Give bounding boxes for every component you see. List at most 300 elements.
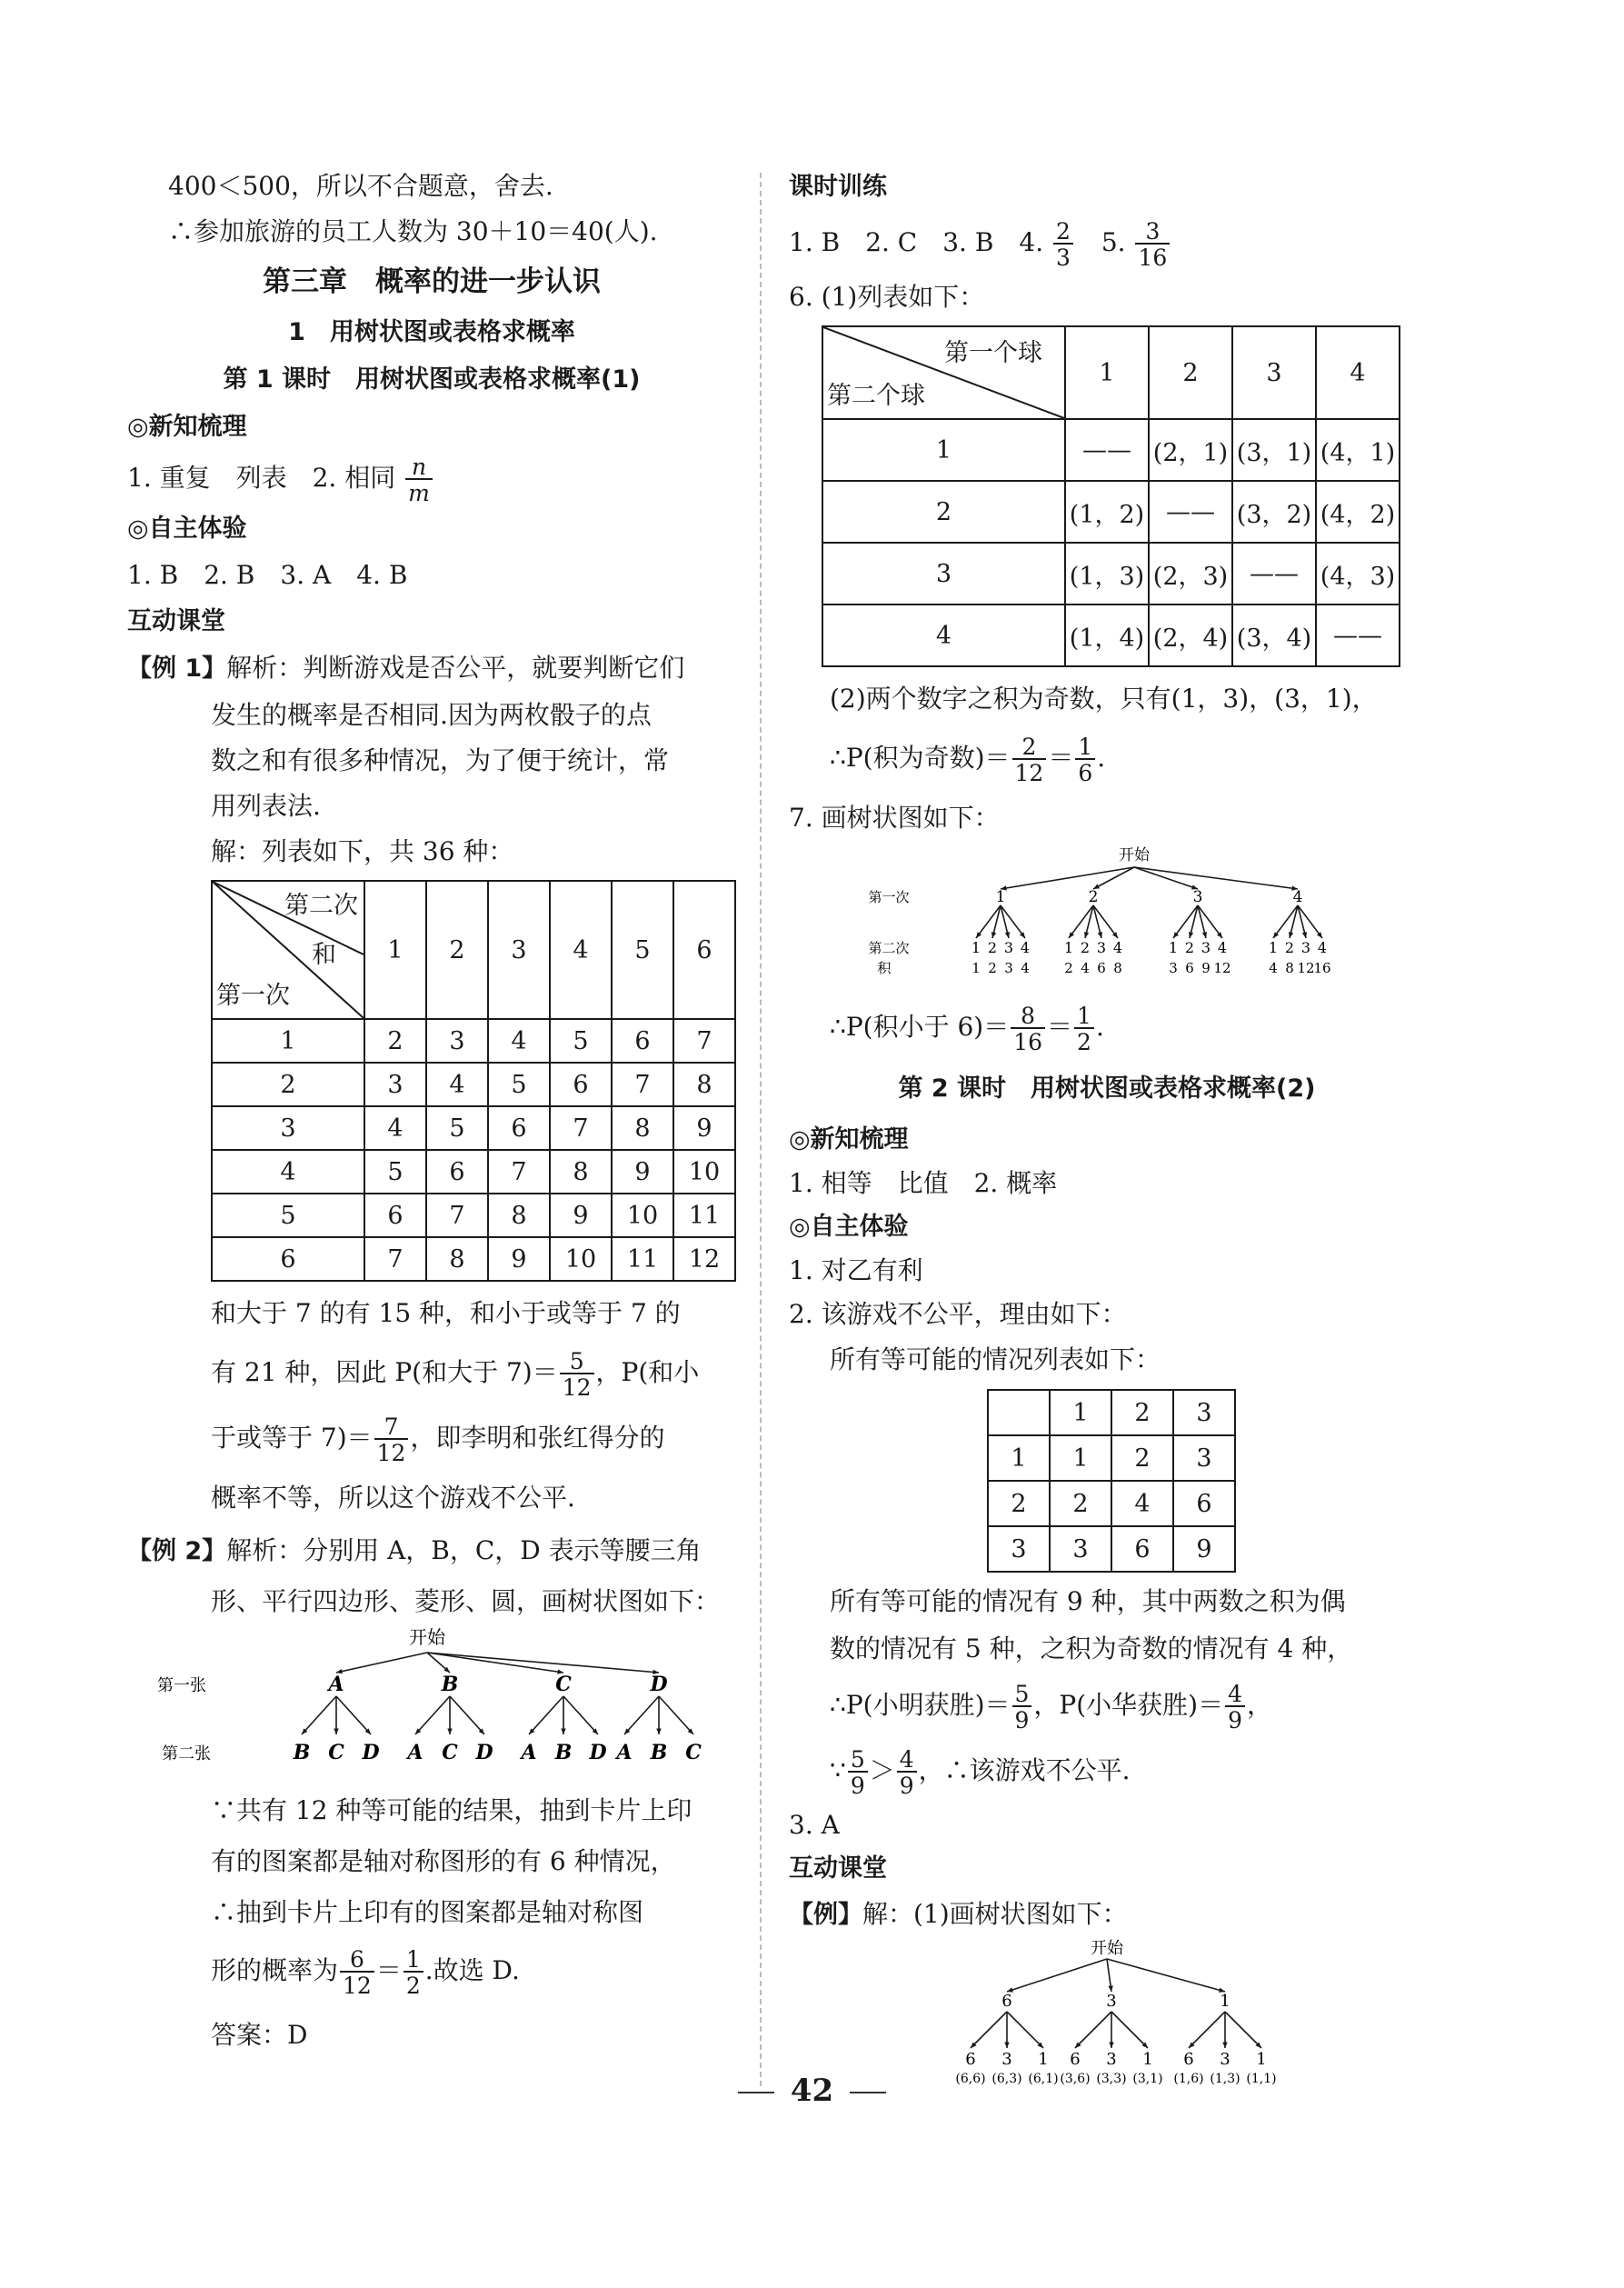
page-number-value: 42	[790, 2073, 834, 2109]
table-row	[212, 1063, 735, 1106]
cell: 2	[1111, 1435, 1173, 1481]
table-row	[212, 1150, 735, 1194]
tree-node: 2	[1088, 888, 1099, 906]
heading-zizhu: ◎自主体验	[127, 515, 247, 543]
denominator: 9	[1012, 1705, 1032, 1732]
numerator: 5	[569, 1347, 584, 1374]
numerator: 3	[1145, 217, 1161, 245]
cell: 6	[1173, 1481, 1235, 1526]
pair-value: (3,3)	[1096, 2072, 1127, 2086]
fraction	[404, 1945, 423, 1999]
product-value: 12	[1213, 960, 1231, 976]
tree-diagram-products	[789, 845, 1425, 991]
cell: 10	[673, 1150, 735, 1194]
cell: 7	[550, 1106, 612, 1150]
fraction	[340, 1945, 374, 1999]
numerator: 4	[1228, 1680, 1243, 1707]
tree-branch	[1075, 2012, 1111, 2048]
header-label: 和	[312, 941, 336, 969]
text: 解析：分别用 A，B，C，D 表示等腰三角	[226, 1535, 702, 1565]
tree-branch	[529, 1696, 563, 1734]
text-line	[789, 994, 1425, 1060]
header-label: 第一个球	[944, 339, 1042, 367]
cell: (1，4)	[1065, 604, 1149, 666]
tree-branch	[659, 1696, 693, 1734]
tree-node: 1	[1256, 2050, 1267, 2069]
fraction	[848, 1745, 868, 1799]
tree-node: 1	[1168, 939, 1179, 956]
denominator: 12	[374, 1438, 409, 1464]
row-header: 1	[212, 1019, 364, 1063]
tree-branch	[624, 1696, 659, 1734]
cell: 8	[550, 1150, 612, 1194]
cell: (1，2)	[1065, 481, 1149, 543]
text-line: 数之和有很多种情况，为了便于统计，常	[211, 745, 670, 775]
tree-node: 2	[1080, 939, 1091, 956]
tree-node: B	[650, 1741, 668, 1764]
fraction	[374, 1415, 409, 1464]
text-line	[789, 1891, 1425, 1939]
tree-root-label: 开始	[1091, 1939, 1123, 1958]
text: ＝	[1048, 743, 1074, 773]
tree-root-label: 开始	[1119, 846, 1150, 864]
text-line	[127, 1405, 736, 1471]
cell: 3	[364, 1063, 426, 1106]
tree-node: 4	[1217, 939, 1228, 956]
text: .	[1097, 743, 1106, 773]
pair-value: (1,3)	[1210, 2072, 1240, 2086]
text-line: 和大于 7 的有 15 种，和小于或等于 7 的	[211, 1298, 681, 1328]
cell: 6	[426, 1150, 488, 1194]
arrow-head	[447, 1729, 452, 1734]
level-label: 第二张	[162, 1744, 211, 1763]
row-header: 3	[212, 1106, 364, 1150]
text-line: 3. A	[789, 1810, 840, 1840]
numerator: 2	[1021, 733, 1037, 760]
cell: (4，2)	[1316, 481, 1400, 543]
text: ，即李明和张红得分的	[410, 1423, 665, 1453]
fraction	[560, 1347, 594, 1401]
cell: 6	[550, 1063, 612, 1106]
cell: 8	[426, 1237, 488, 1281]
text-line: 7. 画树状图如下：	[789, 803, 1000, 833]
cell: 11	[612, 1237, 673, 1281]
text-line: ∴参加旅游的员工人数为 30＋10＝40(人).	[168, 216, 658, 246]
product-value: 3	[1004, 960, 1013, 976]
text-line: ∵共有 12 种等可能的结果，抽到卡片上印	[211, 1795, 692, 1825]
text-line: 2. 该游戏不公平，理由如下：	[789, 1299, 1127, 1329]
text-line: 1. 相等 比值 2. 概率	[789, 1168, 1058, 1198]
lesson-title: 第 1 课时 用树状图或表格求概率(1)	[223, 365, 641, 394]
lesson-title: 第 2 课时 用树状图或表格求概率(2)	[898, 1074, 1316, 1103]
pair-value: (1,6)	[1173, 2072, 1204, 2086]
cell: 6	[364, 1194, 426, 1237]
text-line	[127, 1525, 736, 1576]
numerator: 1	[405, 1945, 421, 1973]
denominator: 2	[1074, 1027, 1094, 1054]
cell: ——	[1149, 481, 1232, 543]
text: ，	[1247, 1690, 1273, 1720]
cell: 9	[550, 1194, 612, 1237]
tree-branch	[1134, 867, 1198, 889]
cell: 5	[488, 1063, 550, 1106]
text: .	[1095, 1012, 1104, 1042]
text: 解：(1)画树状图如下：	[862, 1899, 1128, 1929]
text-line	[789, 1673, 1425, 1738]
product-value: 16	[1313, 960, 1331, 976]
level-label: 第二次	[868, 940, 910, 956]
answers: 1. 重复 列表 2. 相同	[127, 463, 396, 493]
cell: 3	[426, 1019, 488, 1063]
example-label: 【例 2】	[127, 1537, 227, 1565]
column-header: 3	[488, 881, 550, 1019]
tree-node: 3	[1003, 939, 1014, 956]
tree-branch	[971, 2012, 1007, 2048]
text: ∴P(积为奇数)＝	[830, 743, 1011, 773]
tree-branch	[1107, 1959, 1225, 1992]
column-header: 2	[1149, 326, 1232, 419]
text-line	[127, 1340, 736, 1405]
table-diagonal-header	[212, 881, 364, 1019]
cell: 11	[673, 1194, 735, 1237]
dash-decoration	[850, 2092, 886, 2093]
left-column	[127, 164, 736, 2067]
tree-branch	[450, 1696, 484, 1734]
arrow-head	[561, 1729, 565, 1734]
heading-zizhu: ◎自主体验	[789, 1213, 909, 1241]
tree-node: 3	[1220, 2050, 1230, 2069]
tree-node: 1	[1142, 2050, 1153, 2069]
table-row	[822, 419, 1400, 481]
denominator: 6	[1075, 758, 1095, 784]
column-header: 3	[1232, 326, 1316, 419]
row-header: 2	[988, 1481, 1050, 1526]
text-line: 发生的概率是否相同.因为两枚骰子的点	[211, 700, 652, 730]
tree-node: 3	[1106, 2050, 1117, 2069]
row-header: 6	[212, 1237, 364, 1281]
tree-branch	[336, 1696, 371, 1734]
tree-node: 3	[1106, 1992, 1117, 2011]
level-label: 积	[877, 960, 892, 976]
tree-node: C	[555, 1673, 572, 1696]
numerator: 1	[1077, 1002, 1091, 1029]
tree-node: 6	[965, 2050, 976, 2069]
cell: (4，1)	[1316, 419, 1400, 481]
column-header: 1	[364, 881, 426, 1019]
cell: 8	[488, 1194, 550, 1237]
tree-branch	[1111, 2012, 1148, 2048]
tree-branch	[415, 1696, 450, 1734]
cell: 7	[488, 1150, 550, 1194]
column-header: 1	[1065, 326, 1149, 419]
cell: ——	[1232, 543, 1316, 604]
example-label: 【例】	[789, 1901, 862, 1929]
fraction	[1074, 1004, 1094, 1054]
answer-label: 5.	[1101, 227, 1126, 257]
tree-branch	[1007, 1959, 1107, 1992]
ball-table	[822, 325, 1400, 667]
product-value: 4	[1269, 960, 1278, 976]
table-row	[212, 1019, 735, 1063]
arrow-head	[656, 1729, 661, 1734]
denominator: 12	[1012, 758, 1047, 784]
text: ，P(小华获胜)＝	[1033, 1690, 1224, 1720]
product-value: 12	[1297, 960, 1315, 976]
numerator: 2	[1056, 217, 1071, 245]
level-label: 第一次	[868, 889, 910, 905]
table-row	[988, 1481, 1235, 1526]
heading-xinzhi: ◎新知梳理	[789, 1125, 909, 1154]
column-header: 2	[1111, 1390, 1173, 1435]
denominator: 2	[404, 1971, 423, 1997]
numerator: 6	[349, 1945, 364, 1973]
tree-root-label: 开始	[409, 1627, 445, 1648]
arrow-head	[1109, 2043, 1113, 2048]
cell: (2，1)	[1149, 419, 1232, 481]
text-line: 解：列表如下，共 36 种：	[211, 836, 514, 866]
arrow-head	[1222, 2043, 1227, 2048]
section-title: 1 用树状图或表格求概率	[288, 318, 575, 346]
cell: 5	[426, 1106, 488, 1150]
tree-node: D	[589, 1741, 607, 1764]
cell: 7	[364, 1237, 426, 1281]
row-header: 2	[822, 481, 1065, 543]
pair-value: (3,6)	[1060, 2072, 1091, 2086]
tree-node: 1	[1063, 939, 1074, 956]
table-row	[212, 1106, 735, 1150]
text-line	[789, 725, 1425, 791]
text-line	[127, 451, 736, 505]
denominator: m	[405, 478, 433, 505]
fraction	[1053, 217, 1073, 271]
denominator: 9	[1225, 1705, 1245, 1732]
denominator: 9	[897, 1771, 917, 1797]
tree-node: B	[554, 1741, 573, 1764]
tree-diagram-cards	[127, 1627, 736, 1782]
text-line: (2)两个数字之积为奇数，只有(1，3)，(3，1)，	[830, 684, 1378, 714]
header-label: 第二个球	[827, 382, 925, 410]
column-header: 4	[1316, 326, 1400, 419]
tree-node: 6	[1070, 2050, 1081, 2069]
cell: 4	[488, 1019, 550, 1063]
numerator: 1	[1078, 733, 1093, 760]
column-divider	[760, 173, 762, 2086]
tree-node: 1	[995, 888, 1006, 906]
cell: (3，4)	[1232, 604, 1316, 666]
row-header: 3	[988, 1526, 1050, 1572]
column-header: 2	[426, 881, 488, 1019]
header-label: 第一次	[216, 982, 290, 1010]
cell: 7	[426, 1194, 488, 1237]
right-column	[789, 164, 1425, 2097]
tree-branch	[1134, 867, 1298, 889]
text-line	[127, 645, 736, 693]
table-row	[988, 1435, 1235, 1481]
text-line	[789, 211, 1425, 275]
header-label: 第二次	[284, 892, 358, 920]
corner-cell	[988, 1390, 1050, 1435]
cell: 2	[364, 1019, 426, 1063]
text-line: 6. (1)列表如下：	[789, 282, 985, 312]
denominator: 9	[848, 1771, 868, 1797]
column-header: 5	[612, 881, 673, 1019]
column-header: 4	[550, 881, 612, 1019]
text-line: 400＜500，所以不合题意，舍去.	[168, 171, 553, 201]
tree-node: A	[616, 1741, 633, 1764]
fraction	[1011, 1004, 1045, 1054]
denominator: 3	[1053, 243, 1073, 269]
tree-node: 3	[1096, 939, 1107, 956]
tree-node: D	[475, 1741, 493, 1764]
arrow-head	[1004, 2043, 1009, 2048]
tree-branch	[1007, 2012, 1043, 2048]
tree-node: 3	[1300, 939, 1311, 956]
cell: 8	[612, 1106, 673, 1150]
cell: 7	[612, 1063, 673, 1106]
chapter-title: 第三章 概率的进一步认识	[263, 265, 601, 298]
column-header: 6	[673, 881, 735, 1019]
row-header: 4	[212, 1150, 364, 1194]
row-header: 1	[988, 1435, 1050, 1481]
cell: 5	[550, 1019, 612, 1063]
product-value: 8	[1113, 960, 1122, 976]
text-line	[789, 1738, 1425, 1803]
text: 形的概率为	[211, 1955, 339, 1985]
table-row	[822, 543, 1400, 604]
numerator: 4	[899, 1745, 914, 1773]
tree-branch	[302, 1696, 336, 1734]
tree-node: 4	[1292, 888, 1303, 906]
fraction	[405, 455, 433, 505]
cell: (3，1)	[1232, 419, 1316, 481]
page-number	[0, 2073, 1624, 2109]
text-line: 形、平行四边形、菱形、圆，画树状图如下：	[211, 1586, 721, 1616]
cell: 12	[673, 1237, 735, 1281]
tree-node: C	[685, 1741, 702, 1764]
tree-node: 4	[1020, 939, 1031, 956]
tree-node: C	[442, 1741, 458, 1764]
product-value: 8	[1285, 960, 1294, 976]
cell: 6	[1111, 1526, 1173, 1572]
cell: 10	[550, 1237, 612, 1281]
tree-branch	[563, 1696, 598, 1734]
text: ＝	[1047, 1012, 1073, 1042]
tree-node: 2	[987, 939, 998, 956]
cell: (4，3)	[1316, 543, 1400, 604]
product-value: 1	[971, 960, 981, 976]
pair-value: (1,1)	[1246, 2072, 1277, 2086]
cell: 8	[673, 1063, 735, 1106]
fraction	[1075, 735, 1095, 784]
row-header: 2	[212, 1063, 364, 1106]
tree-node: 4	[1112, 939, 1123, 956]
tree-node: 3	[1192, 888, 1203, 906]
denominator: 12	[560, 1373, 594, 1399]
fraction	[1135, 217, 1170, 271]
cell: (3，2)	[1232, 481, 1316, 543]
row-header: 3	[822, 543, 1065, 604]
tree-branch	[336, 1653, 427, 1673]
fraction	[1012, 1680, 1032, 1733]
text-line: 有的图案都是轴对称图形的有 6 种情况，	[211, 1846, 676, 1876]
tree-node: B	[293, 1741, 311, 1764]
tree-node: 6	[1183, 2050, 1194, 2069]
arrow-head	[334, 1729, 338, 1734]
tree-node: 2	[1284, 939, 1295, 956]
text-line: 1. 对乙有利	[789, 1255, 923, 1285]
cell: ——	[1065, 419, 1149, 481]
text: .故选 D.	[424, 1955, 520, 1985]
product-value: 6	[1185, 960, 1194, 976]
text: 有 21 种，因此 P(和大于 7)＝	[211, 1357, 558, 1387]
table-row	[212, 1194, 735, 1237]
cell: 4	[1111, 1481, 1173, 1526]
heading-xinzhi: ◎新知梳理	[127, 413, 247, 441]
text-line: 所有等可能的情况有 9 种，其中两数之积为偶	[830, 1586, 1346, 1616]
tree-node: 1	[971, 939, 981, 956]
table-row	[822, 481, 1400, 543]
cell: (2，4)	[1149, 604, 1232, 666]
product-value: 3	[1169, 960, 1178, 976]
text-line	[127, 1938, 736, 2003]
column-header: 1	[1050, 1390, 1111, 1435]
pair-value: (6,1)	[1028, 2072, 1059, 2086]
tree-node: 1	[1220, 1992, 1230, 2011]
cell: 5	[364, 1150, 426, 1194]
answers: 1. B 2. C 3. B 4.	[789, 227, 1044, 257]
text: ＝	[375, 1955, 402, 1985]
tree-node: 6	[1001, 1992, 1012, 2011]
tree-node: 3	[1001, 2050, 1012, 2069]
sum-table	[211, 880, 736, 1282]
denominator: 12	[340, 1971, 374, 1997]
heading-keshi: 课时训练	[789, 173, 887, 201]
text: ＞	[869, 1755, 895, 1785]
product-value: 9	[1201, 960, 1211, 976]
cell: 1	[1050, 1435, 1111, 1481]
tree-node: 1	[1268, 939, 1279, 956]
table-row	[822, 604, 1400, 666]
table-diagonal-header	[822, 326, 1065, 419]
tree-node: A	[328, 1673, 344, 1696]
tree-branch	[1225, 2012, 1261, 2048]
cell: 9	[488, 1237, 550, 1281]
cell: 9	[1173, 1526, 1235, 1572]
cell: 3	[1173, 1435, 1235, 1481]
pair-value: (6,6)	[955, 2072, 986, 2086]
cell: 4	[426, 1063, 488, 1106]
denominator: 16	[1011, 1027, 1045, 1054]
text-line: 数的情况有 5 种，之积为奇数的情况有 4 种，	[830, 1634, 1353, 1664]
text: ∴P(小明获胜)＝	[830, 1690, 1011, 1720]
numerator: 5	[850, 1745, 865, 1773]
tree-diagram-example	[789, 1939, 1425, 2093]
tree-branch	[1189, 2012, 1225, 2048]
dash-decoration	[738, 2092, 774, 2093]
tree-node: C	[328, 1741, 344, 1764]
tree-node: D	[650, 1673, 668, 1696]
text-line: 概率不等，所以这个游戏不公平.	[211, 1483, 575, 1513]
text: ∴P(积小于 6)＝	[830, 1012, 1010, 1042]
table-row	[988, 1526, 1235, 1572]
heading-hudong: 互动课堂	[789, 1854, 887, 1883]
pair-value: (6,3)	[991, 2072, 1022, 2086]
numerator: 7	[384, 1413, 399, 1440]
tree-node: 3	[1201, 939, 1211, 956]
cell: (2，3)	[1149, 543, 1232, 604]
cell: 4	[364, 1106, 426, 1150]
fraction	[1225, 1680, 1245, 1733]
